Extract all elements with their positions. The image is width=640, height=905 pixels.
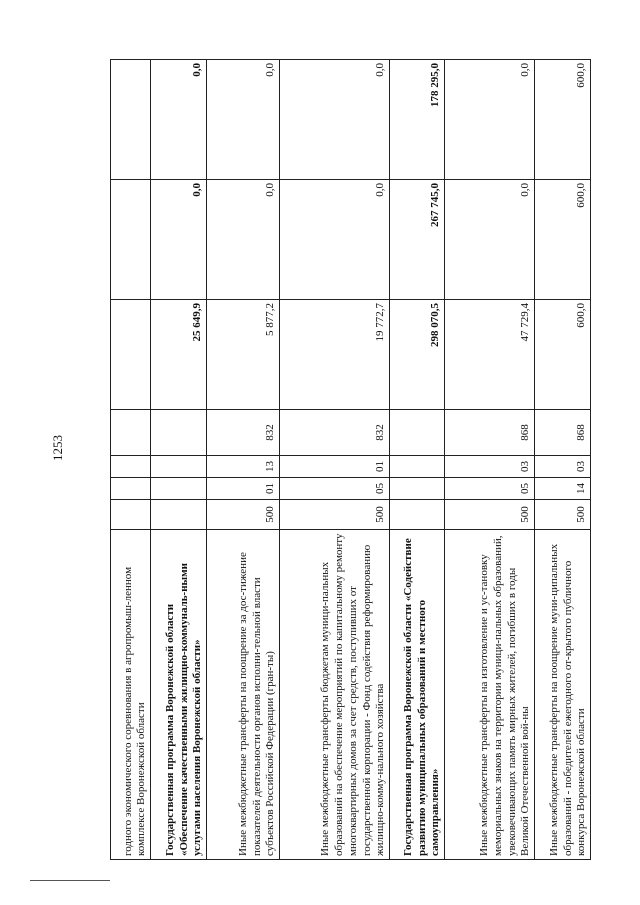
code-cell [151, 410, 207, 456]
code-cell: 14 [535, 478, 591, 500]
code-cell: 868 [445, 410, 535, 456]
code-cell: 500 [535, 500, 591, 530]
table-row [111, 60, 151, 860]
value-cell: 0,0 [151, 180, 207, 300]
code-cell [111, 478, 151, 500]
value-cell [111, 300, 151, 410]
code-cell [390, 410, 445, 456]
page-number: 1253 [50, 435, 65, 461]
value-cell: 0,0 [280, 180, 390, 300]
value-cell: 0,0 [280, 60, 390, 180]
row-name: Государственная программа Воронежской области «Содействие развитию муниципальных образований и местного самоуправления» [390, 530, 445, 860]
code-cell [111, 500, 151, 530]
budget-table [110, 59, 591, 860]
table-row [445, 60, 535, 860]
code-cell [390, 500, 445, 530]
code-cell: 500 [207, 500, 280, 530]
code-cell [111, 410, 151, 456]
value-cell: 25 649,9 [151, 300, 207, 410]
table-row [535, 60, 591, 860]
value-cell: 298 070,5 [390, 300, 445, 410]
code-cell: 03 [445, 456, 535, 478]
value-cell: 178 295,0 [390, 60, 445, 180]
value-cell: 47 729,4 [445, 300, 535, 410]
value-cell: 600,0 [535, 180, 591, 300]
row-name: Иные межбюджетные трансферты на поощрение муни-ципальных образований - победителей ежегодного от-крытого публичного конкурса Воронежской области [535, 530, 591, 860]
value-cell: 19 772,7 [280, 300, 390, 410]
code-cell [390, 478, 445, 500]
code-cell: 13 [207, 456, 280, 478]
code-cell: 05 [445, 478, 535, 500]
row-name: Государственная программа Воронежской области «Обеспечение качественными жилищно-коммуналь-ными услугами населения Воронежской области» [151, 530, 207, 860]
table-row [280, 60, 390, 860]
value-cell: 0,0 [445, 180, 535, 300]
value-cell: 0,0 [207, 180, 280, 300]
code-cell [151, 478, 207, 500]
table-row [151, 60, 207, 860]
code-cell [390, 456, 445, 478]
row-name: Иные межбюджетные трансферты на изготовление и ус-тановку мемориальных знаков на территории муници-пальных образований, увековечивающих память мирных жителей, погибших в годы Великой Отечественной вой-ны [445, 530, 535, 860]
code-cell: 832 [280, 410, 390, 456]
value-cell: 0,0 [445, 60, 535, 180]
value-cell [111, 60, 151, 180]
row-name: Иные межбюджетные трансферты на поощрение за дос-тижение показателей деятельности органов исполни-тельной власти субъектов Российской Федерации (гран-ты) [207, 530, 280, 860]
table-row [390, 60, 445, 860]
value-cell: 600,0 [535, 60, 591, 180]
code-cell: 868 [535, 410, 591, 456]
value-cell: 267 745,0 [390, 180, 445, 300]
table-row [207, 60, 280, 860]
code-cell [111, 456, 151, 478]
rotated-table-container [110, 60, 590, 860]
code-cell: 500 [280, 500, 390, 530]
value-cell: 0,0 [151, 60, 207, 180]
code-cell: 03 [535, 456, 591, 478]
code-cell: 832 [207, 410, 280, 456]
footer-rule [30, 880, 110, 881]
value-cell: 600,0 [535, 300, 591, 410]
row-name: годного экономического соревнования в агропромыш-ленном комплексе Воронежской области [111, 530, 151, 860]
code-cell: 01 [280, 456, 390, 478]
value-cell [111, 180, 151, 300]
code-cell: 01 [207, 478, 280, 500]
code-cell [151, 500, 207, 530]
code-cell [151, 456, 207, 478]
code-cell: 500 [445, 500, 535, 530]
code-cell: 05 [280, 478, 390, 500]
value-cell: 5 877,2 [207, 300, 280, 410]
row-name: Иные межбюджетные трансферты бюджетам муници-пальных образований на обеспечение мероприятий по капитальному ремонту многоквартирных домов за счет средств, поступивших от государственной корпорации - Фонд содействия реформированию жилищно-комму-нального хозяйства [280, 530, 390, 860]
value-cell: 0,0 [207, 60, 280, 180]
